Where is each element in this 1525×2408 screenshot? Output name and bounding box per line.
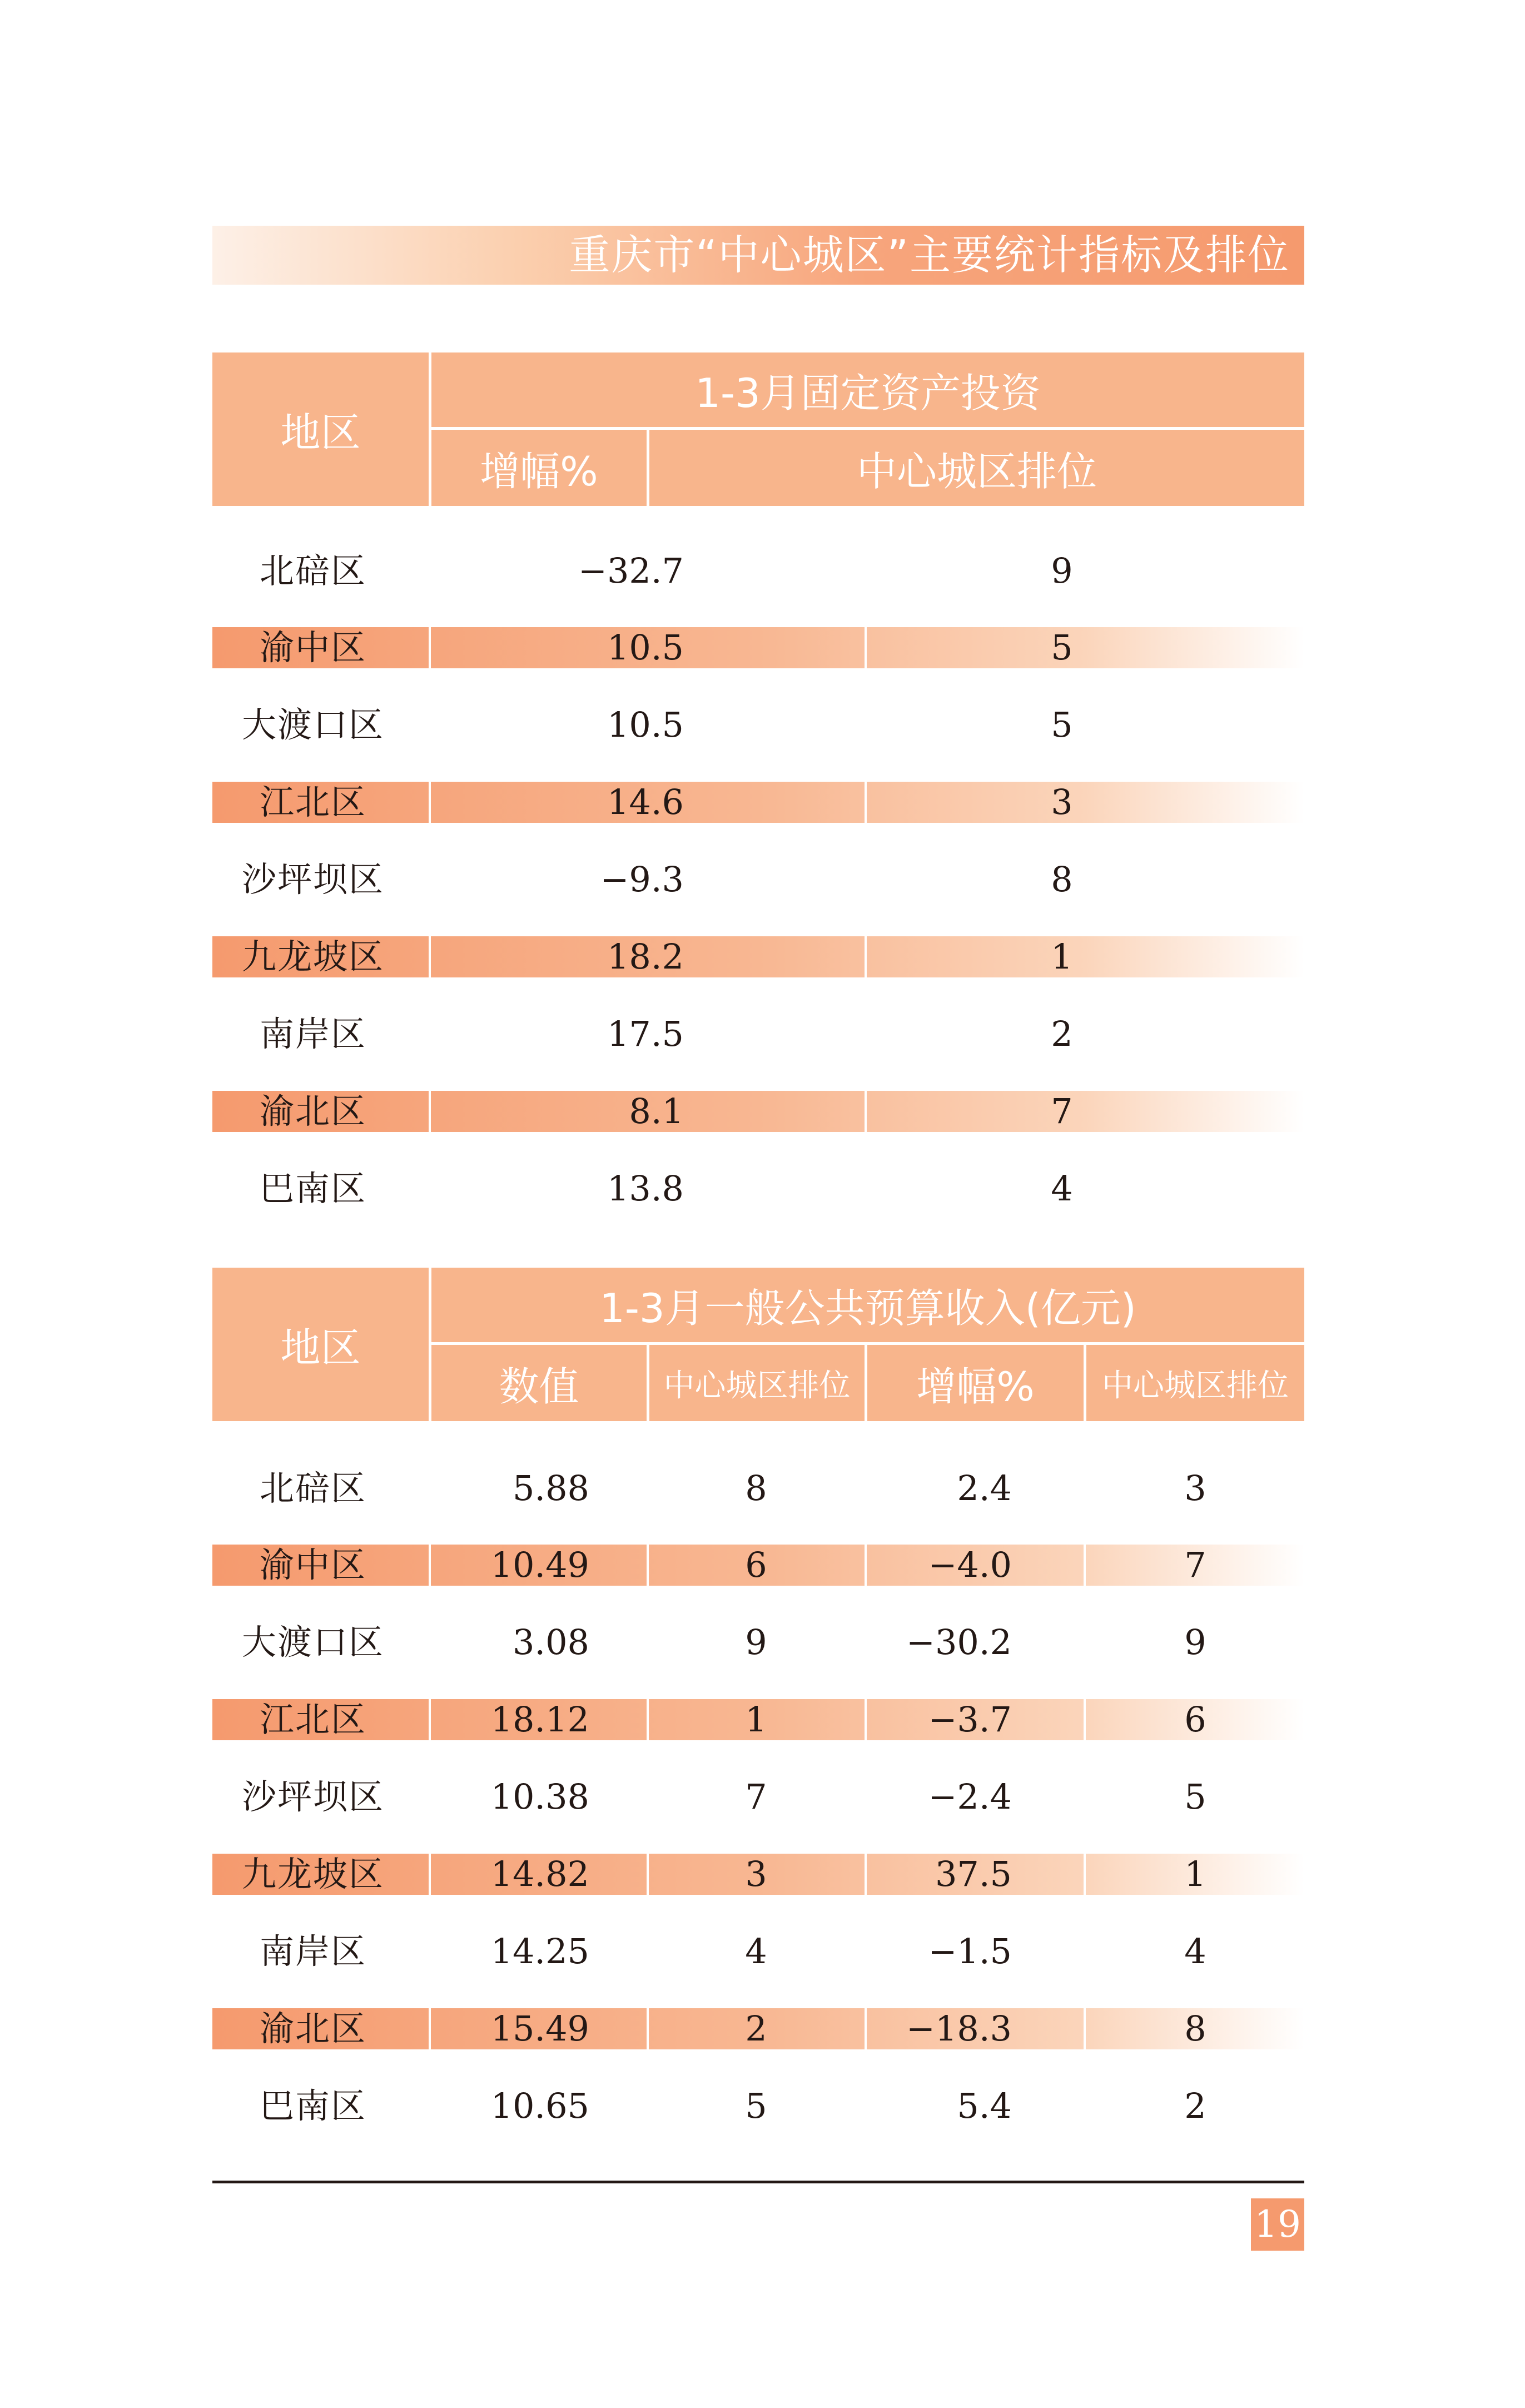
revenue-value: 5.88 (512, 1468, 589, 1508)
rank-value: 1 (1051, 936, 1073, 977)
region-name: 巴南区 (259, 1168, 366, 1209)
rank-value: 9 (1051, 550, 1073, 591)
region-name: 渝中区 (259, 627, 366, 668)
region-name: 巴南区 (259, 2086, 366, 2126)
growth-value: −1.5 (928, 1931, 1012, 1972)
table1-rank-header: 中心城区排位 (856, 448, 1097, 495)
growth-value: −3.7 (928, 1699, 1012, 1740)
growth-value: 10.5 (607, 627, 684, 668)
growth-rank: 2 (1184, 2086, 1206, 2126)
region-name: 渝中区 (259, 1545, 366, 1585)
table1-group-header: 1-3月固定资产投资 (695, 370, 1041, 416)
table2-growth-rank-header: 中心城区排位 (1102, 1367, 1289, 1404)
growth-value: 37.5 (935, 1854, 1012, 1894)
region-name: 南岸区 (259, 1931, 366, 1972)
revenue-value: 10.38 (490, 1776, 589, 1817)
growth-rank: 7 (1184, 1545, 1206, 1585)
page-title: 重庆市“中心城区”主要统计指标及排位 (569, 231, 1290, 279)
growth-rank: 4 (1184, 1931, 1206, 1972)
growth-value: −4.0 (928, 1545, 1012, 1585)
region-name: 北碚区 (259, 1468, 366, 1508)
value-rank: 7 (745, 1776, 767, 1817)
growth-value: −2.4 (928, 1776, 1012, 1817)
page-number: 19 (1251, 2198, 1304, 2251)
rank-value: 8 (1051, 859, 1073, 900)
region-name: 九龙坡区 (241, 1854, 384, 1894)
growth-rank: 9 (1184, 1622, 1206, 1662)
rank-value: 2 (1051, 1014, 1073, 1054)
footer-rule (212, 2181, 1304, 2183)
growth-value: 8.1 (629, 1091, 684, 1131)
table2-value-header: 数值 (499, 1363, 579, 1410)
growth-value: 10.5 (607, 704, 684, 745)
revenue-value: 14.25 (490, 1931, 589, 1972)
rank-value: 5 (1051, 704, 1073, 745)
growth-value: 5.4 (957, 2086, 1012, 2126)
table2-value-rank-header: 中心城区排位 (663, 1367, 851, 1404)
value-rank: 1 (745, 1699, 767, 1740)
value-rank: 8 (745, 1468, 767, 1508)
growth-rank: 5 (1184, 1776, 1206, 1817)
growth-rank: 3 (1184, 1468, 1206, 1508)
growth-value: 2.4 (957, 1468, 1012, 1508)
revenue-value: 15.49 (490, 2008, 589, 2049)
region-name: 渝北区 (259, 2008, 366, 2049)
value-rank: 9 (745, 1622, 767, 1662)
rank-value: 7 (1051, 1091, 1073, 1131)
table1-header (212, 352, 1304, 506)
table2-region-header: 地区 (280, 1324, 361, 1371)
value-rank: 4 (745, 1931, 767, 1972)
value-rank: 2 (745, 2008, 767, 2049)
rank-value: 4 (1051, 1168, 1073, 1209)
value-rank: 3 (745, 1854, 767, 1894)
growth-rank: 6 (1184, 1699, 1206, 1740)
growth-value: 13.8 (607, 1168, 684, 1209)
title-banner (212, 226, 1304, 285)
region-name: 江北区 (259, 1699, 366, 1740)
value-rank: 6 (745, 1545, 767, 1585)
growth-rank: 8 (1184, 2008, 1206, 2049)
growth-value: −18.3 (906, 2008, 1012, 2049)
table2-header (212, 1268, 1304, 1421)
region-name: 沙坪坝区 (241, 859, 384, 900)
region-name: 大渡口区 (241, 1622, 384, 1662)
table2-group-header: 1-3月一般公共预算收入(亿元) (599, 1285, 1136, 1332)
region-name: 沙坪坝区 (241, 1776, 384, 1817)
growth-value: −32.7 (578, 550, 684, 591)
rank-value: 3 (1051, 782, 1073, 822)
table2-growth-header: 增幅% (916, 1363, 1035, 1410)
growth-value: −9.3 (600, 859, 684, 900)
revenue-value: 3.08 (512, 1622, 589, 1662)
growth-value: 18.2 (607, 936, 684, 977)
region-name: 南岸区 (259, 1014, 366, 1054)
region-name: 九龙坡区 (241, 936, 384, 977)
region-name: 江北区 (259, 782, 366, 822)
region-name: 渝北区 (259, 1091, 366, 1131)
revenue-value: 10.65 (490, 2086, 589, 2126)
rank-value: 5 (1051, 627, 1073, 668)
table1-region-header: 地区 (280, 409, 361, 456)
region-name: 大渡口区 (241, 704, 384, 745)
growth-value: 14.6 (607, 782, 684, 822)
table1-growth-header: 增幅% (480, 448, 598, 495)
revenue-value: 14.82 (490, 1854, 589, 1894)
value-rank: 5 (745, 2086, 767, 2126)
growth-rank: 1 (1184, 1854, 1206, 1894)
revenue-value: 18.12 (490, 1699, 589, 1740)
growth-value: −30.2 (906, 1622, 1012, 1662)
revenue-value: 10.49 (490, 1545, 589, 1585)
growth-value: 17.5 (607, 1014, 684, 1054)
region-name: 北碚区 (259, 550, 366, 591)
